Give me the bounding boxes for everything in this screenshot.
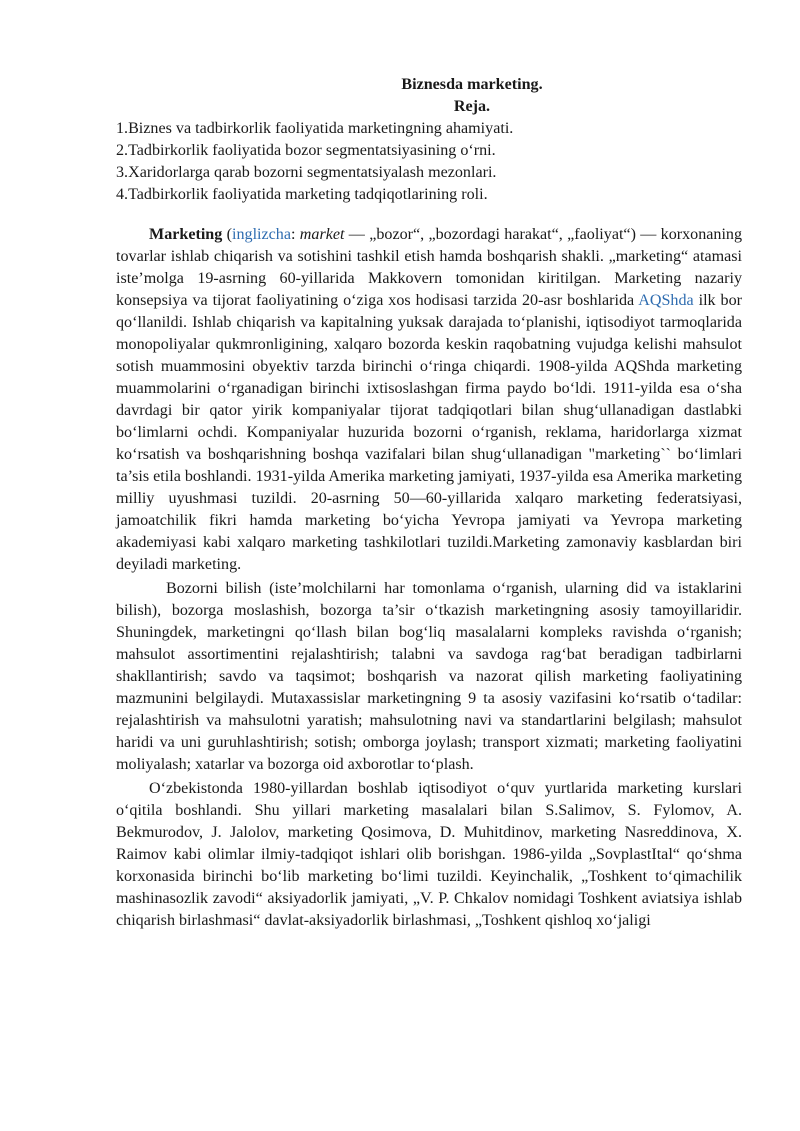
paragraph-market-principles: Bozorni bilish (iste’molchilarni har tomonlama o‘rganish, ularning did va istaklarini bilish), bozorga moslashish, bozorga ta’sir o‘tkazish marketingning asosiy tamoyillaridir. Shuningdek, marketingni qo‘llash bilan bog‘liq masalalarni kompleks ravishda o‘rganish; mahsulot assortimentini rejalashtirish; talabni va savdoga rag‘bat beradigan tadbirlarni shakllantirish; savdo va taqsimot; boshqarish va nazorat qilish marketing faoliyatining mazmunini belgilaydi. Mutaxassislar marketingning 9 ta asosiy vazifasini ko‘rsatib o‘tadilar: rejalashtirish va mahsulotni yaratish; mahsulotning navi va standartlarini belgilash; mahsulot haridi va uni guruhlashtirish; sotish; omborga joylash; transport xizmati; marketing faoliyatini moliyalash; xatarlar va bozorga oid axborotlar to‘plash. — [116, 580, 742, 773]
plan-item-1: 1.Biznes va tadbirkorlik faoliyatida marketingning ahamiyati. — [116, 120, 514, 137]
paragraph-text-a: — „bozor“, „bozordagi harakat“, „faoliyat“) — korxonaning tovarlar ishlab chiqarish va sotishini tashkil etish hamda boshqarish shakli. „marketing“ atamasi iste’molga 19-asrning 60-yillarida Makkovern tomonidan kiritilgan. Marketing nazariy konsepsiya va tijorat faoliyatining o‘ziga xos hodisasi tarzida 20-asr boshlarida — [116, 226, 743, 309]
word-market: market — [299, 226, 345, 243]
paragraph-marketing-definition — [116, 224, 742, 576]
plan-item-3: 3.Xaridorlarga qarab bozorni segmentatsiyalash mezonlari. — [116, 164, 497, 181]
plan-item-2: 2.Tadbirkorlik faoliyatida bozor segmentatsiyasining o‘rni. — [116, 142, 496, 159]
link-aqshda[interactable]: AQShda — [638, 292, 694, 309]
paragraph-text-b: ilk bor qo‘llanildi. Ishlab chiqarish va kapitalning yuksak darajada to‘planishi, iqtisodiyot tarmoqlarida monopoliyalar qukmronligining, xalqaro bozorda keskin raqobatning vujudga kelishi mahsulot sotish muammosini obyektiv tarzda birinchi o‘ringa chiqardi. 1908-yilda AQShda marketing muammolarini o‘rganadigan birinchi ixtisoslashgan firma paydo bo‘ldi. 1911-yilda esa o‘sha davrdagi bir qator yirik kompaniyalar tijorat tadqiqotlari bilan shug‘ullanadigan dastlabki bo‘limlarni ochdi. Kompaniyalar huzurida bozorni o‘rganish, reklama, haridorlarga xizmat ko‘rsatish va boshqarishning boshqa vazifalari bilan shug‘ullanadigan "marketing`` bo‘limlari ta’sis etila boshlandi. 1931-yilda Amerika marketing jamiyati, 1937-yilda esa Amerika marketing milliy uyushmasi tuzildi. 20-asrning 50—60-yillarida xalqaro marketing federatsiyasi, jamoatchilik fikri hamda marketing bo‘yicha Yevropa jamiyati va Yevropa marketing akademiyasi kabi xalqaro marketing tashkilotlari tuzildi.Marketing zamonaviy kasblardan biri deyiladi marketing. — [116, 292, 742, 573]
term-marketing: Marketing — [149, 226, 223, 243]
colon: : — [290, 226, 300, 243]
plan-list — [116, 118, 742, 206]
link-inglizcha[interactable]: inglizcha — [232, 226, 291, 243]
paren-open: ( — [222, 226, 232, 243]
plan-item-4: 4.Tadbirkorlik faoliyatida marketing tadqiqotlarining roli. — [116, 186, 488, 203]
spacer — [116, 206, 742, 224]
plan-heading: Reja. — [453, 98, 491, 115]
document-title: Biznesda marketing. — [401, 76, 543, 93]
paragraph-uzbekistan-history: O‘zbekistonda 1980-yillardan boshlab iqtisodiyot o‘quv yurtlarida marketing kurslari o‘qitila boshlandi. Shu yillari marketing masalalari bilan S.Salimov, S. Fylomov, A. Bekmurodov, J. Jalolov, marketing Qosimova, D. Muhitdinov, marketing Nasreddinova, X. Raimov kabi olimlar ilmiy-tadqiqot ishlari olib borishgan. 1986-yilda „SovplastItal“ qo‘shma korxonasida birinchi bo‘lib marketing bo‘limi tuzildi. Keyinchalik, „Toshkent to‘qimachilik mashinasozlik zavodi“ aksiyadorlik jamiyati, „V. P. Chkalov nomidagi Toshkent aviatsiya ishlab chiqarish birlashmasi“ davlat-aksiyadorlik birlashmasi, „Toshkent qishloq xo‘jaligi — [116, 780, 742, 929]
